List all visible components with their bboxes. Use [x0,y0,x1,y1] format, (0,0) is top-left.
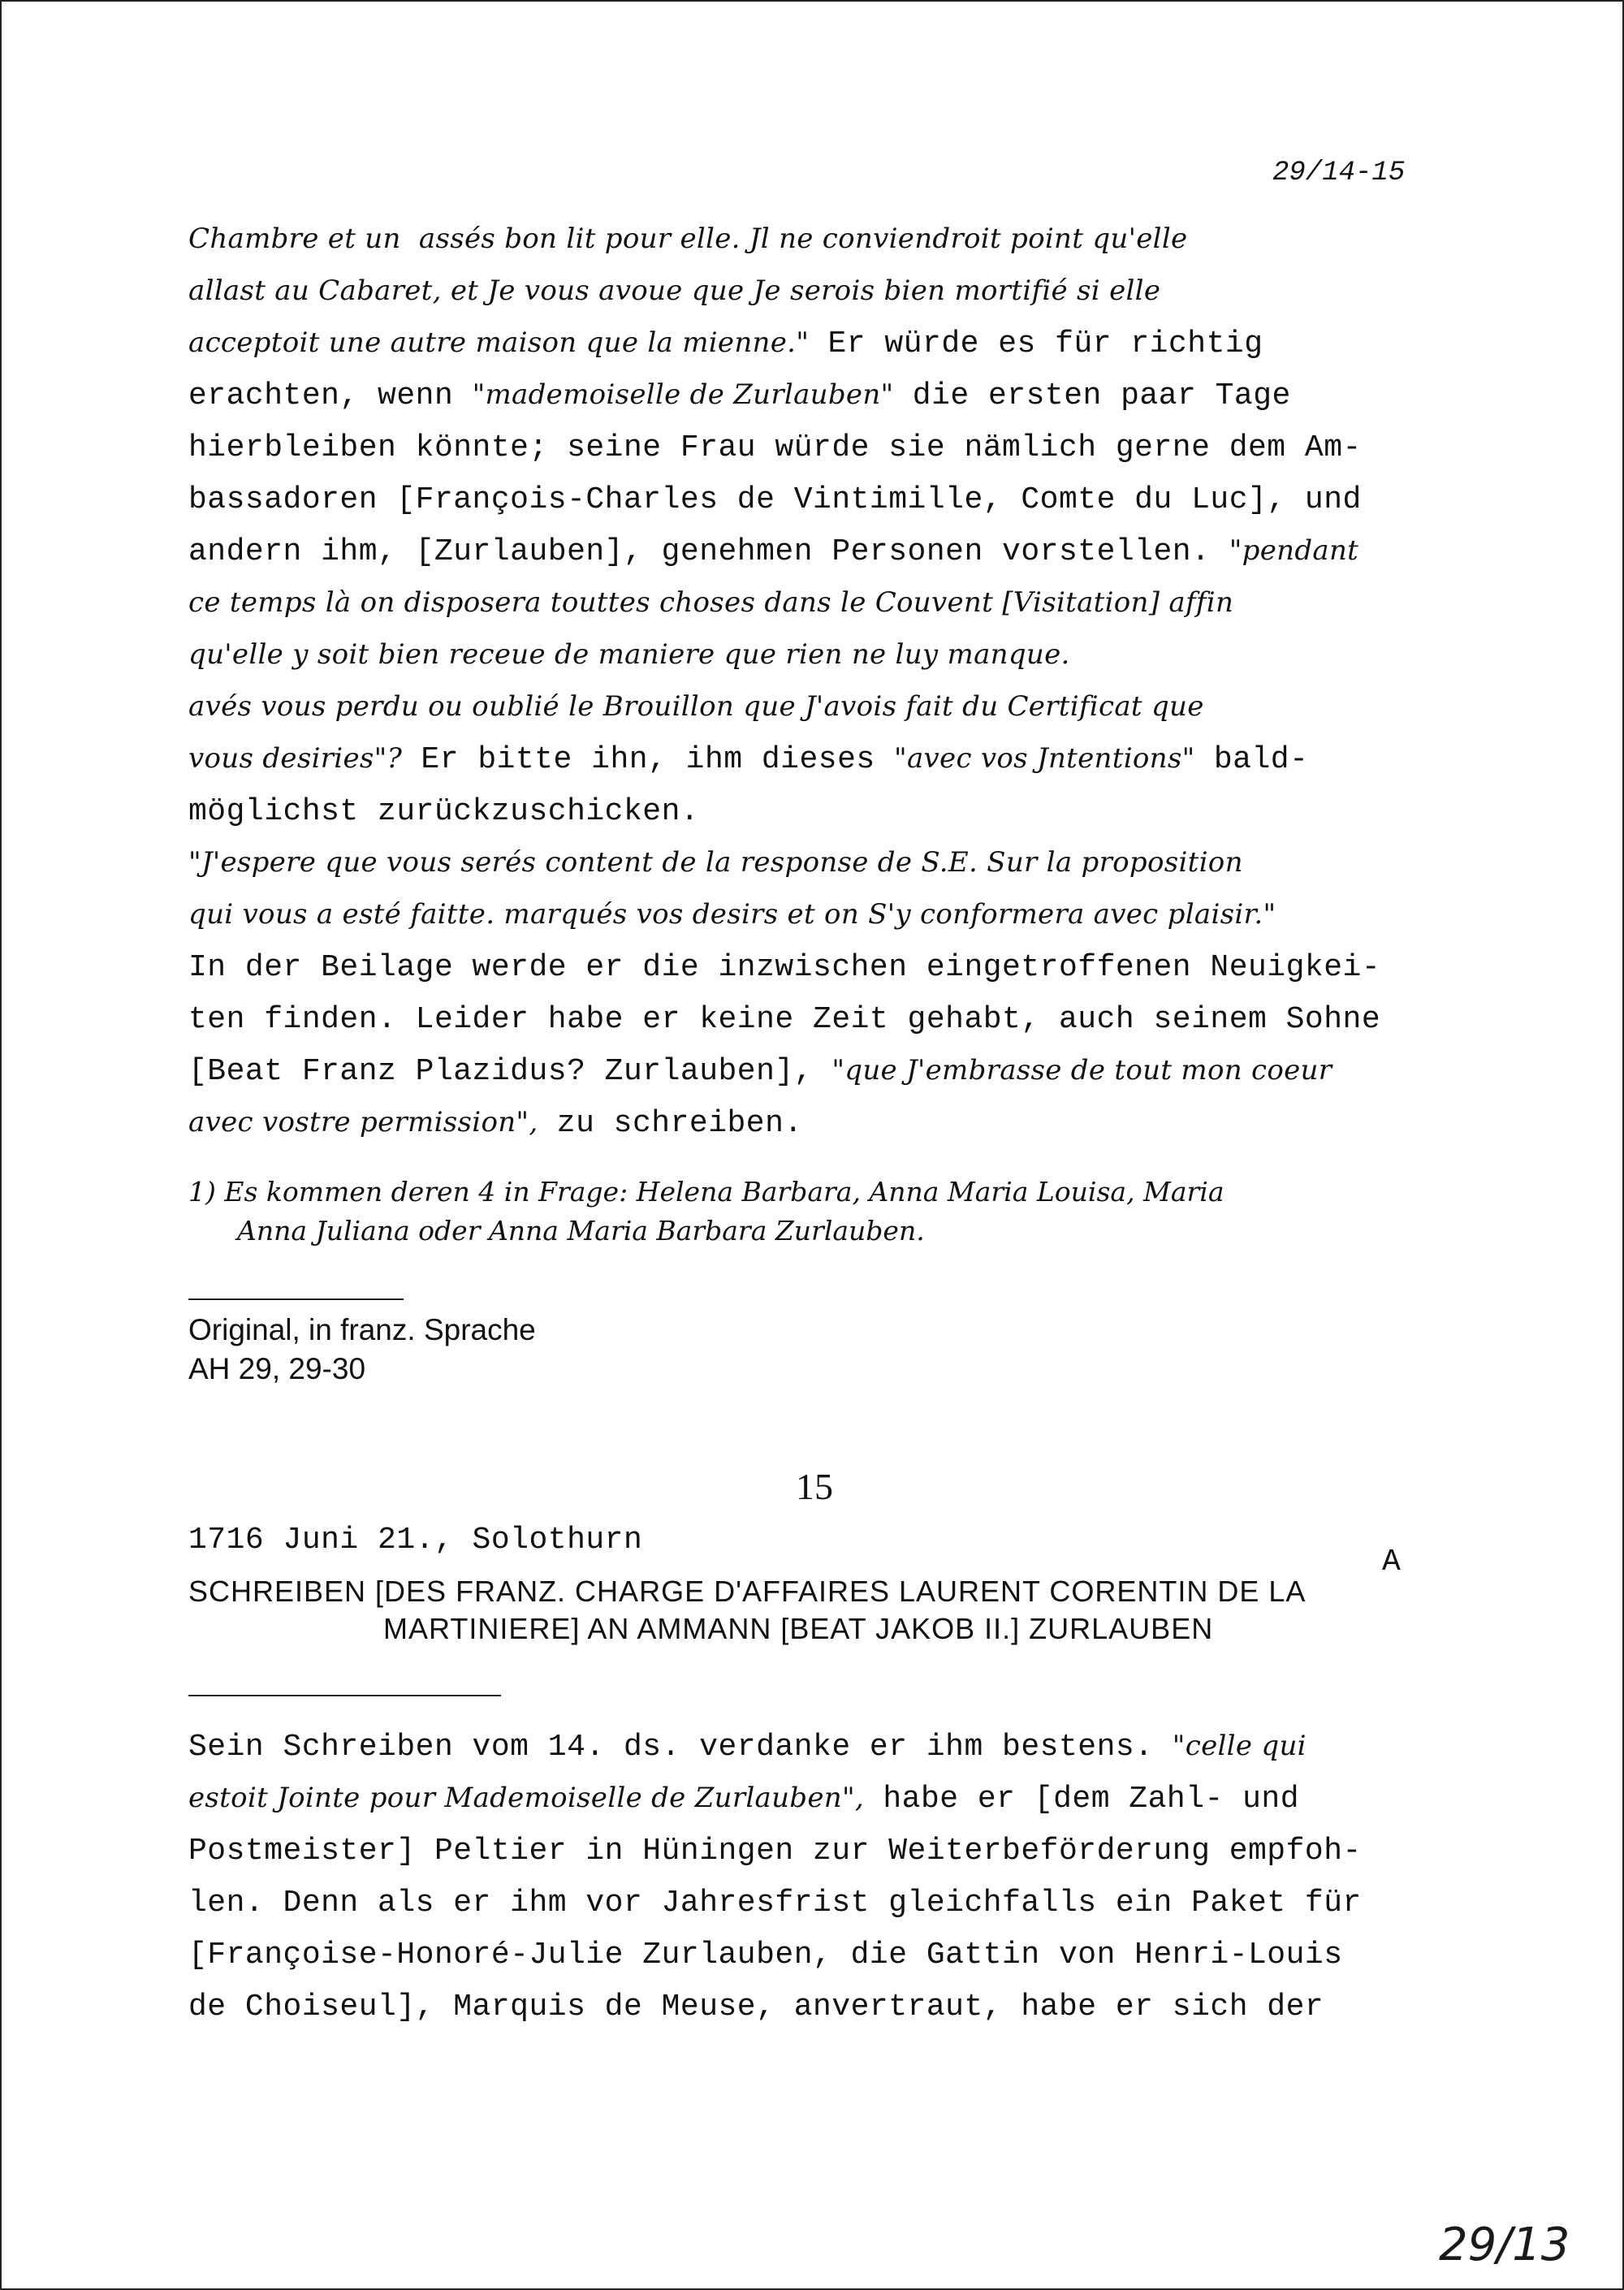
text-line [188,950,1380,985]
text-line [188,1782,1299,1817]
quoted-french-text: "que J'embrasse de tout mon coeur [831,1054,1332,1087]
title-divider-rule [188,1695,501,1696]
text-line [188,1002,1380,1037]
text-line [188,638,1070,673]
text-line [188,326,1263,361]
footnote-line-2: Anna Juliana oder Anna Maria Barbara Zurlauben. [237,1215,925,1247]
handwritten-page-number: 29/13 [1439,2219,1570,2271]
text-line [188,1730,1307,1765]
quoted-french-text: Chambre et un assés bon lit pour elle. Jl ne conviendroit point qu'elle [188,223,1188,255]
german-text: zu schreiben. [538,1106,803,1141]
text-line [188,1990,1324,2024]
german-text: Sein Schreiben vom 14. ds. verdanke er ihm bestens. [188,1730,1173,1765]
entry-date-place: 1716 Juni 21., Solothurn [188,1523,643,1558]
german-text: ten finden. Leider habe er keine Zeit gehabt, auch seinem Sohne [188,1002,1381,1037]
text-line [188,846,1243,881]
german-text: len. Denn als er ihm vor Jahresfrist gleichfalls ein Paket für [188,1886,1362,1921]
german-text: [Beat Franz Plazidus? Zurlauben], [188,1054,832,1089]
quoted-french-text: estoit Jointe pour Mademoiselle de Zurlauben", [188,1782,865,1814]
source-note-line-2: AH 29, 29-30 [188,1352,366,1385]
german-text: Postmeister] Peltier in Hüningen zur Weiterbeförderung empfoh- [188,1834,1362,1869]
german-text: hierbleiben könnte; seine Frau würde sie nämlich gerne dem Am- [188,430,1362,465]
quoted-french-text: qu'elle y soit bien receue de maniere que rien ne luy manque. [188,638,1070,671]
german-text: [Françoise-Honoré-Julie Zurlauben, die Gattin von Henri-Louis [188,1938,1343,1972]
quoted-french-text: "pendant [1229,534,1359,567]
divider-rule [188,1298,404,1300]
text-line [188,898,1276,933]
german-text: bald- [1194,742,1309,777]
quoted-french-text: "mademoiselle de Zurlauben" [472,378,894,411]
german-text: erachten, wenn [188,378,473,413]
entry-marker: A [1382,1545,1402,1579]
quoted-french-text: avés vous perdu ou oublié le Brouillon que J'avois fait du Certificat que [188,690,1204,723]
quoted-french-text: acceptoit une autre maison que la mienne." [188,326,810,359]
entry-title-line-2: MARTINIERE] AN AMMANN [BEAT JAKOB II.] ZURLAUBEN [383,1612,1214,1645]
quoted-french-text: "celle qui [1172,1730,1307,1762]
text-line [188,482,1362,517]
german-text: andern ihm, [Zurlauben], genehmen Personen vorstellen. [188,534,1229,569]
entry-title-line-1: SCHREIBEN [DES FRANZ. CHARGE D'AFFAIRES LAURENT CORENTIN DE LA [188,1575,1307,1608]
footnote-line-1: 1) Es kommen deren 4 in Frage: Helena Barbara, Anna Maria Louisa, Maria [188,1176,1224,1208]
text-line [188,586,1233,621]
text-line [188,1834,1362,1869]
text-line [188,1054,1332,1089]
text-line [188,534,1358,569]
german-text: bassadoren [François-Charles de Vintimille, Comte du Luc], und [188,482,1362,517]
text-line [188,742,1308,777]
text-line [188,223,1187,257]
text-line [188,274,1160,309]
quoted-french-text: "J'espere que vous serés content de la response de S.E. Sur la proposition [188,846,1243,879]
quoted-french-text: allast au Cabaret, et Je vous avoue que Je serois bien mortifié si elle [188,274,1161,307]
german-text: Er bitte ihn, ihm dieses [402,742,895,777]
quoted-french-text: ce temps là on disposera touttes choses dans le Couvent [Visitation] affin [188,586,1234,619]
text-line [188,430,1362,465]
text-line [188,378,1291,413]
text-line [188,1938,1343,1972]
text-line [188,1886,1362,1921]
german-text: Er würde es für richtig [809,326,1263,361]
text-line [188,690,1204,725]
german-text: habe er [dem Zahl- und [864,1782,1300,1817]
text-line [188,1106,803,1141]
entry-number: 15 [796,1466,833,1507]
german-text: In der Beilage werde er die inzwischen eingetroffenen Neuigkei- [188,950,1381,985]
german-text: die ersten paar Tage [893,378,1291,413]
source-note-line-1: Original, in franz. Sprache [188,1313,536,1346]
quoted-french-text: qui vous a esté faitte. marqués vos desirs et on S'y conformera avec plaisir." [188,898,1276,931]
quoted-french-text: avec vostre permission", [188,1106,538,1139]
quoted-french-text: "avec vos Jntentions" [894,742,1195,775]
german-text: möglichst zurückzuschicken. [188,794,700,829]
quoted-french-text: vous desiries"? [188,742,403,775]
text-line [188,794,699,829]
page-number-top: 29/14-15 [1272,158,1406,188]
german-text: de Choiseul], Marquis de Meuse, anvertraut, habe er sich der [188,1990,1324,2024]
